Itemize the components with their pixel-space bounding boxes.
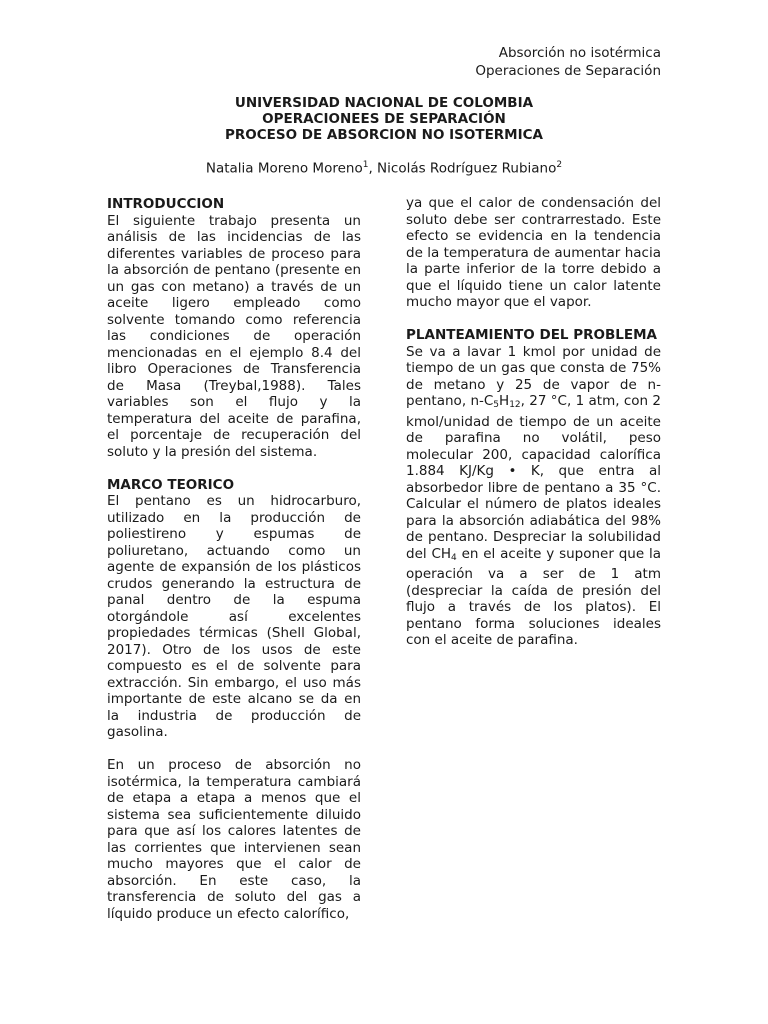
marco-teorico-paragraph-1: El pentano es un hidrocarburo, utilizado en la producción de poliestireno y espumas de poliuretano, actuando como un agente de expansión de los plásticos crudos generando la estructura de panal dentro de la espuma otorgándole así excelentes propiedades térmicas (Shell Global, 2017). Otro de los usos de este compuesto es el de solvente para extracción. Sin embargo, el uso más importante de este alcano se da en la industria de producción de gasolina.	[107, 493, 361, 740]
intro-heading: INTRODUCCION	[107, 196, 225, 212]
author-2: Nicolás Rodríguez Rubiano	[377, 160, 557, 177]
author-separator: ,	[368, 160, 378, 177]
university-title: UNIVERSIDAD NACIONAL DE COLOMBIA	[234, 95, 534, 111]
running-header	[475, 44, 661, 80]
authors-line	[0, 160, 768, 177]
author-1-affiliation: 1	[362, 160, 369, 170]
problem-paragraph	[406, 344, 661, 649]
marco-teorico-paragraph-2: En un proceso de absorción no isotérmica, la temperatura cambiará de etapa a etapa a menos que el sistema sea suficientemente diluido para que así los calores latentes de las corrientes que intervienen sean mucho mayores que el calor de absorción. En este caso, la transferencia de soluto del gas a líquido produce un efecto calorífico,	[107, 757, 361, 922]
author-1: Natalia Moreno Moreno	[205, 160, 363, 177]
continued-paragraph: ya que el calor de condensación del soluto debe ser contrarrestado. Este efecto se evidencia en la tendencia de la temperatura de aumentar hacia la parte inferior de la torre debido a que el líquido tiene un calor latente mucho mayor que el vapor.	[406, 195, 661, 310]
title-block	[0, 95, 768, 143]
course-title: OPERACIONEES DE SEPARACIÓN	[262, 111, 506, 127]
subscript-4: 4	[451, 552, 457, 563]
author-2-affiliation: 2	[556, 160, 563, 170]
document-title: PROCESO DE ABSORCION NO ISOTERMICA	[225, 127, 543, 143]
problem-text-d: en el aceite y suponer que la operación va a ser de 1 atm (despreciar la caída de presión del flujo a través de los platos). El pentano forma soluciones ideales con el aceite de parafina.	[406, 545, 661, 648]
problem-text-c: , 27 °C, 1 atm, con 2 kmol/unidad de tiempo de un aceite de parafina no volátil, peso molecular 200, capacidad calorífica 1.884 KJ/Kg • K, que entra al absorbedor libre de pentano a 35 °C. Calcular el número de platos ideales para la absorción adiabática del 98% de pentano. Despreciar la solubilidad del CH	[406, 393, 662, 562]
right-column	[406, 195, 661, 649]
planteamiento-heading: PLANTEAMIENTO DEL PROBLEMA	[406, 327, 657, 343]
problem-text-a: Se va a lavar 1 kmol por unidad de tiempo de un gas que consta de 75% de metano y 25 de vapor de n-pentano, n-C	[406, 343, 661, 409]
subscript-12: 12	[509, 400, 521, 410]
intro-paragraph: El siguiente trabajo presenta un análisis de las incidencias de las diferentes variables de proceso para la absorción de pentano (presente en un gas con metano) a través de un aceite ligero empleado como solvente tomando como referencia las condiciones de operación mencionadas en el ejemplo 8.4 del libro Operaciones de Transferencia de Masa (Treybal,1988). Tales variables son el flujo y la temperatura del aceite de parafina, el porcentaje de recuperación del soluto y la presión del sistema.	[107, 212, 361, 460]
running-header-course: Operaciones de Separación	[475, 63, 661, 79]
running-header-topic: Absorción no isotérmica	[498, 45, 661, 61]
subscript-5: 5	[493, 400, 500, 410]
problem-text-b: H	[499, 393, 510, 409]
marco-teorico-heading: MARCO TEORICO	[107, 476, 235, 493]
left-column	[107, 196, 361, 922]
